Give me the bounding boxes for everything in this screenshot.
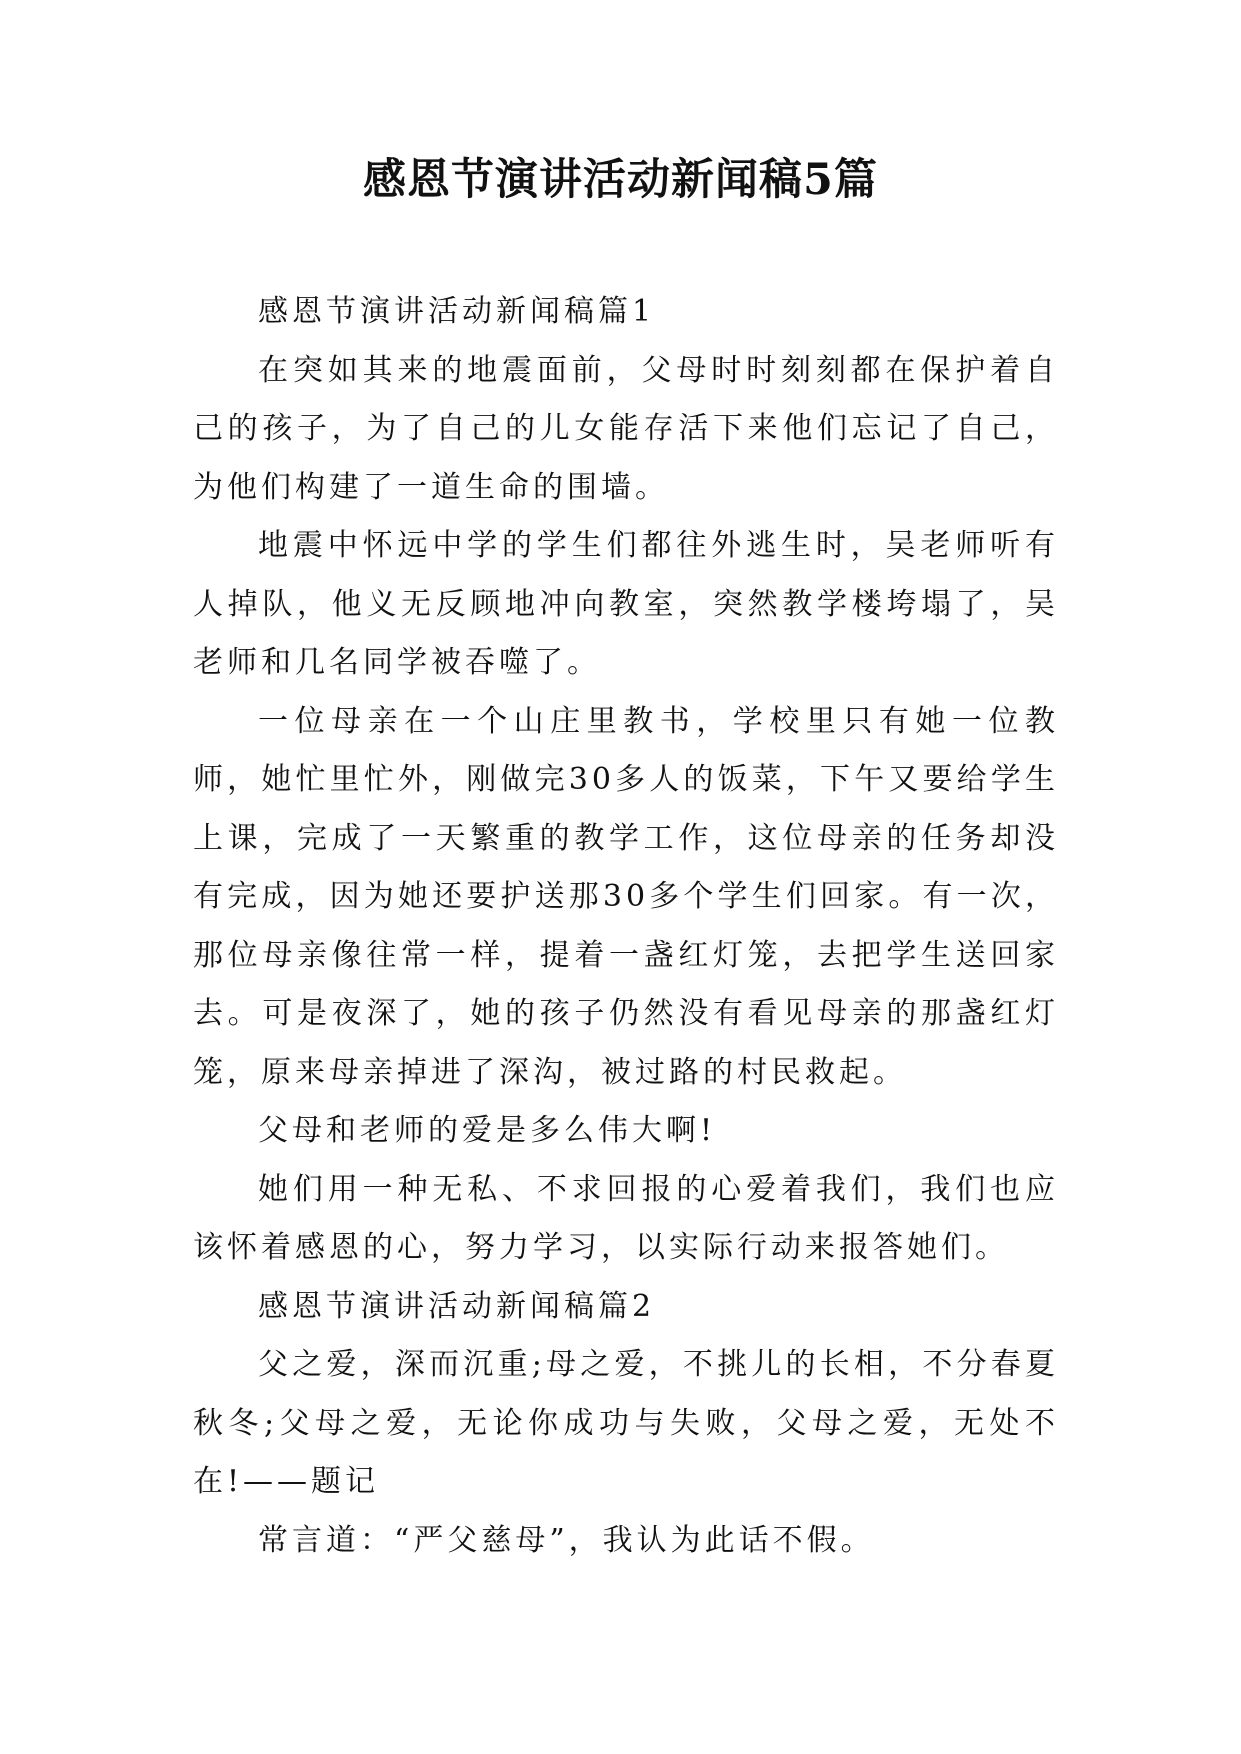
section-heading-1: 感恩节演讲活动新闻稿篇1 (258, 294, 656, 329)
body-paragraph: 她们用一种无私、不求回报的心爱着我们，我们也应该怀着感恩的心，努力学习，以实际行动来报答她们。 (193, 1171, 1059, 1265)
document-title: 感恩节演讲活动新闻稿5篇 (363, 155, 878, 205)
body-paragraph: 父之爱，深而沉重;母之爱，不挑儿的长相，不分春夏秋冬;父母之爱，无论你成功与失败，父母之爱，无处不在!——题记 (193, 1347, 1059, 1499)
section-heading-2: 感恩节演讲活动新闻稿篇2 (258, 1288, 656, 1324)
body-paragraph: 在突如其来的地震面前，父母时时刻刻都在保护着自己的孩子，为了自己的儿女能存活下来他们忘记了自己，为他们构建了一道生命的围墙。 (193, 352, 1059, 505)
body-paragraph: 父母和老师的爱是多么伟大啊! (258, 1113, 717, 1148)
document-body (193, 283, 1059, 1570)
body-paragraph: 一位母亲在一个山庄里教书，学校里只有她一位教师，她忙里忙外，刚做完30多人的饭菜，下午又要给学生上课，完成了一天繁重的教学工作，这位母亲的任务却没有完成，因为她还要护送那30多个学生们回家。有一次，那位母亲像往常一样，提着一盏红灯笼，去把学生送回家去。可是夜深了，她的孩子仍然没有看见母亲的那盏红灯笼，原来母亲掉进了深沟，被过路的村民救起。 (193, 703, 1059, 1090)
body-paragraph: 地震中怀远中学的学生们都往外逃生时，吴老师听有人掉队，他义无反顾地冲向教室，突然教学楼垮塌了，吴老师和几名同学被吞噬了。 (193, 528, 1059, 680)
body-paragraph: 常言道：“严父慈母”，我认为此话不假。 (258, 1522, 875, 1558)
